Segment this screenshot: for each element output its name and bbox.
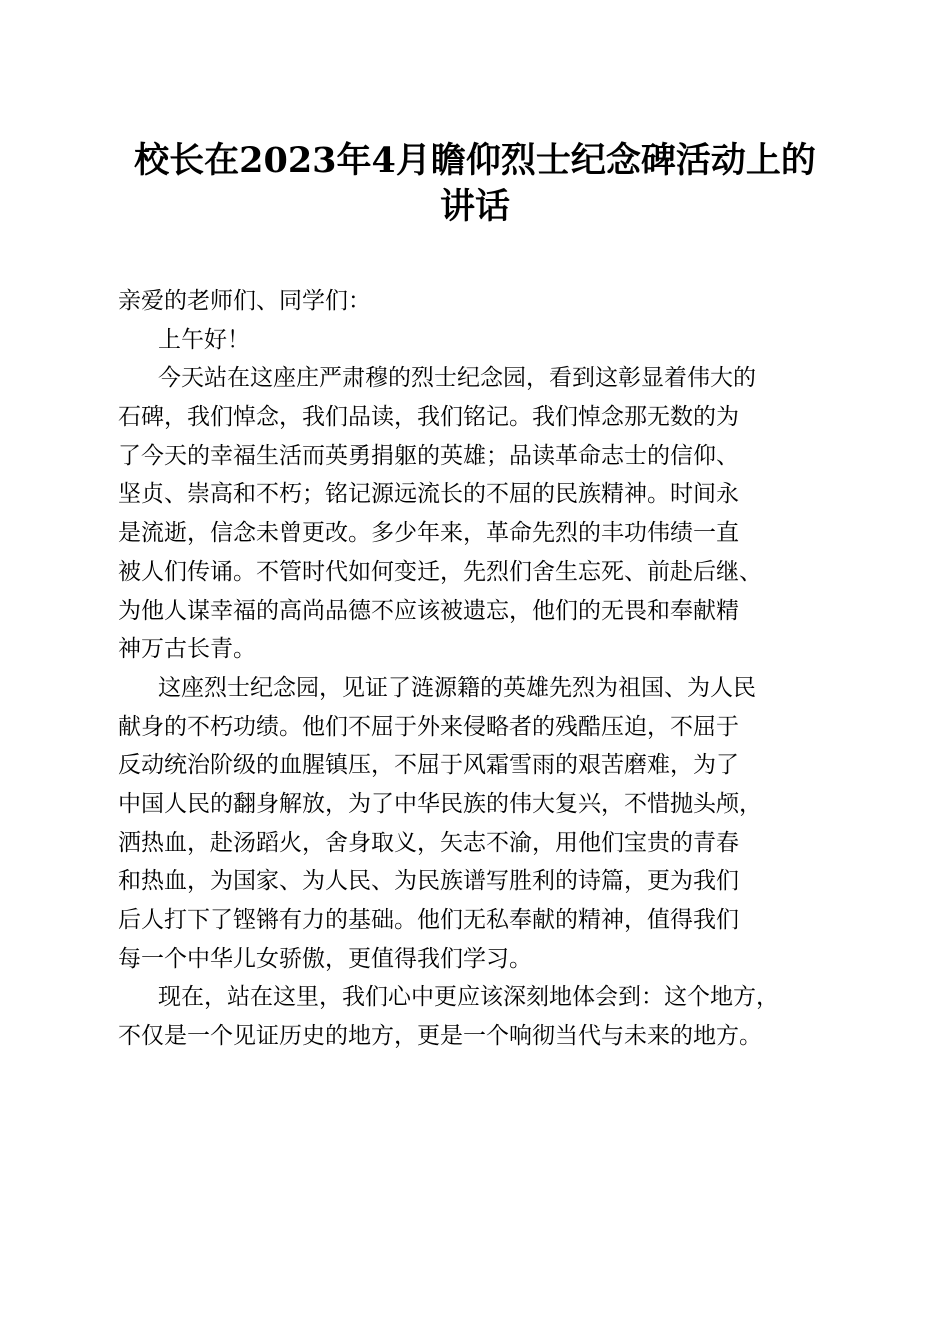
- paragraph-2-line-5: 洒热血，赴汤蹈火，舍身取义，矢志不渝，用他们宝贵的青春: [118, 829, 739, 856]
- paragraph-3-line-2: 不仅是一个见证历史的地方，更是一个响彻当代与未来的地方。: [118, 1023, 762, 1050]
- document-title: [100, 138, 850, 230]
- paragraph-1-line-6: 被人们传诵。不管时代如何变迁，先烈们舍生忘死、前赴后继、: [118, 558, 762, 585]
- paragraph-1-line-8: 神万古长青。: [118, 636, 256, 663]
- paragraph-3-line-1: 现在，站在这里，我们心中更应该深刻地体会到：这个地方，: [158, 984, 779, 1011]
- paragraph-1-line-4: 坚贞、崇高和不朽；铭记源远流长的不屈的民族精神。时间永: [118, 481, 739, 508]
- paragraph-2-line-3: 反动统治阶级的血腥镇压，不屈于风霜雪雨的艰苦磨难，为了: [118, 752, 739, 779]
- title-line-1: 校长在2023年4月瞻仰烈士纪念碑活动上的: [134, 140, 816, 181]
- paragraph-1-line-2: 石碑，我们悼念，我们品读，我们铭记。我们悼念那无数的为: [118, 404, 739, 431]
- paragraph-2-line-6: 和热血，为国家、为人民、为民族谱写胜利的诗篇，更为我们: [118, 868, 739, 895]
- paragraph-2-line-7: 后人打下了铿锵有力的基础。他们无私奉献的精神，值得我们: [118, 907, 739, 933]
- paragraph-1-line-7: 为他人谋幸福的高尚品德不应该被遗忘，他们的无畏和奉献精: [118, 597, 739, 624]
- title-line-2: 讲话: [439, 186, 510, 227]
- paragraph-2-line-4: 中国人民的翻身解放，为了中华民族的伟大复兴，不惜抛头颅，: [118, 790, 762, 817]
- paragraph-2-line-8: 每一个中华儿女骄傲，更值得我们学习。: [118, 945, 532, 972]
- paragraph-1-line-1: 今天站在这座庄严肃穆的烈士纪念园，看到这彰显着伟大的: [158, 365, 756, 392]
- document-body: [118, 282, 858, 1056]
- paragraph-1-line-3: 了今天的幸福生活而英勇捐躯的英雄；品读革命志士的信仰、: [118, 442, 739, 469]
- greeting: 上午好！: [158, 326, 250, 353]
- paragraph-2-line-1: 这座烈士纪念园，见证了涟源籍的英雄先烈为祖国、为人民: [158, 674, 756, 701]
- paragraph-1-line-5: 是流逝，信念未曾更改。多少年来，革命先烈的丰功伟绩一直: [118, 520, 739, 547]
- paragraph-2-line-2: 献身的不朽功绩。他们不屈于外来侵略者的残酷压迫，不屈于: [118, 713, 739, 740]
- salutation: 亲爱的老师们、同学们：: [118, 288, 371, 314]
